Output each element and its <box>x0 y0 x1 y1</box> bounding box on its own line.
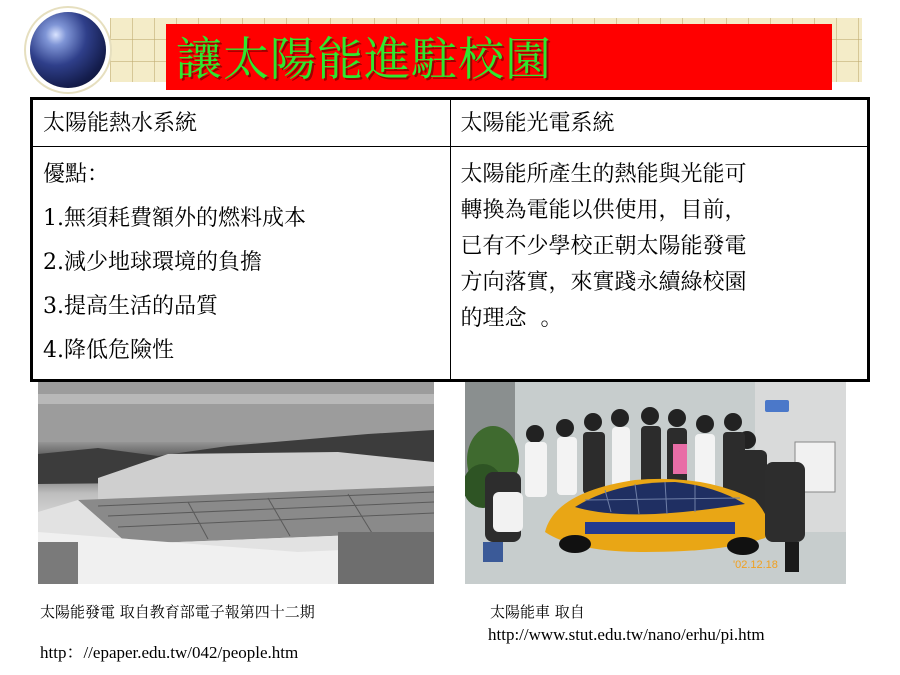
advantage-item: 4.降低危險性 <box>43 338 174 363</box>
pv-description-line: 太陽能所產生的熱能與光能可 <box>460 162 747 187</box>
slide-title: 讓太陽能進駐校園 <box>176 32 552 86</box>
advantage-item: 1.無須耗費額外的燃料成本 <box>43 206 306 231</box>
solar-car-image <box>465 382 846 584</box>
solar-rooftop-image <box>38 382 434 584</box>
left-photo-caption: 太陽能發電 取自教育部電子報第四十二期 <box>40 603 315 621</box>
right-photo-caption: 太陽能車 取自 <box>490 603 585 621</box>
right-photo-source-url[interactable]: http://www.stut.edu.tw/nano/erhu/pi.htm <box>488 625 765 644</box>
pv-description-line: 已有不少學校正朝太陽能發電 <box>460 234 747 259</box>
photo-date-stamp: '02.12.18 <box>733 559 778 571</box>
left-photo-source-url[interactable]: http：//epaper.edu.tw/042/people.htm <box>40 643 299 662</box>
header-solar-water-heating: 太陽能熱水系統 <box>32 99 451 147</box>
table-header-row <box>32 99 869 147</box>
pv-description-line: 的理念 。 <box>460 306 563 331</box>
solar-car-photo <box>465 382 846 584</box>
pv-description-line: 轉換為電能以供使用，目前， <box>460 198 747 223</box>
solar-rooftop-photo <box>38 382 434 584</box>
advantage-item: 3.提高生活的品質 <box>43 294 218 319</box>
table-body-row <box>32 147 869 381</box>
advantage-item: 2.減少地球環境的負擔 <box>43 250 262 275</box>
advantages-cell <box>32 147 451 381</box>
globe-logo <box>30 12 106 88</box>
pv-description-line: 方向落實，來實踐永續綠校園 <box>460 270 747 295</box>
comparison-table <box>30 97 870 382</box>
pv-description-cell <box>450 147 869 381</box>
advantages-heading: 優點： <box>43 162 110 187</box>
header-solar-pv: 太陽能光電系統 <box>450 99 869 147</box>
